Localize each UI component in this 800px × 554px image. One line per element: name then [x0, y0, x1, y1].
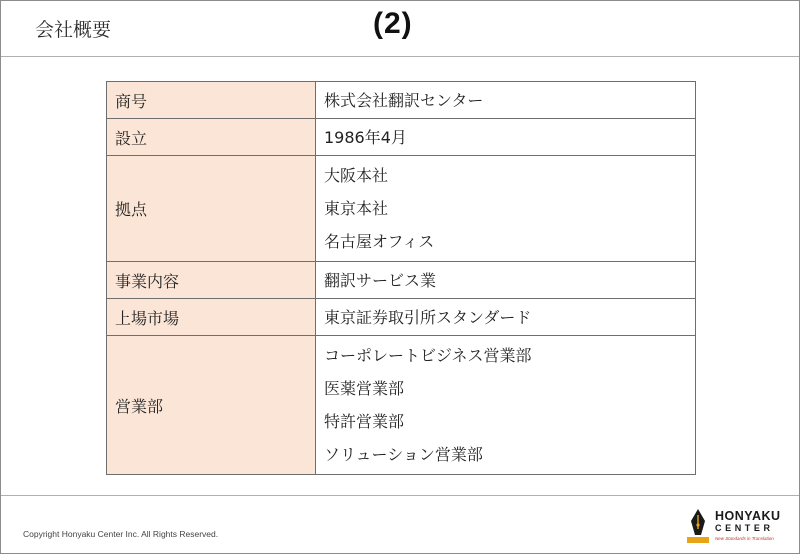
value-line: 特許営業部 — [324, 412, 405, 431]
value-line: 1986年4月 — [324, 127, 407, 147]
row-value — [316, 262, 696, 299]
table-row-listed-market — [107, 299, 696, 336]
logo-tagline: New Standards in Translation — [715, 536, 774, 541]
row-value — [316, 336, 696, 475]
section-title: 会社概要 — [35, 19, 112, 41]
copyright-text: Copyright Honyaku Center Inc. All Rights Reserved. — [23, 529, 219, 539]
logo-line1: HONYAKU — [715, 509, 781, 523]
row-label: 上場市場 — [107, 299, 316, 336]
value-line: 東京証券取引所スタンダード — [324, 307, 532, 327]
row-label: 事業内容 — [107, 262, 316, 299]
logo-line2: CENTER — [715, 523, 774, 533]
table-row-locations — [107, 156, 696, 262]
row-value — [316, 119, 696, 156]
company-info-table — [106, 81, 696, 475]
row-value — [316, 299, 696, 336]
slide-header — [1, 1, 799, 57]
row-value — [316, 82, 696, 119]
value-line: 医薬営業部 — [324, 379, 405, 398]
table-row-sales-departments — [107, 336, 696, 475]
pen-nib-logo-icon — [685, 507, 711, 545]
value-line: 大阪本社 — [324, 166, 389, 185]
value-line: コーポレートビジネス営業部 — [324, 346, 532, 365]
table-row-business — [107, 262, 696, 299]
company-logo — [685, 507, 785, 547]
value-line: 東京本社 — [324, 199, 389, 218]
value-line: ソリューション営業部 — [324, 445, 483, 464]
value-line: 名古屋オフィス — [324, 232, 435, 251]
row-label: 拠点 — [107, 156, 316, 262]
row-label: 設立 — [107, 119, 316, 156]
row-value — [316, 156, 696, 262]
table-row-trade-name — [107, 82, 696, 119]
logo-wordmark — [715, 510, 781, 534]
value-line: 株式会社翻訳センター — [324, 90, 484, 110]
row-label: 営業部 — [107, 336, 316, 475]
footer-divider — [1, 495, 799, 496]
table-row-established — [107, 119, 696, 156]
value-line: 翻訳サービス業 — [324, 270, 437, 290]
slide-number: (2) — [373, 7, 413, 40]
row-label: 商号 — [107, 82, 316, 119]
